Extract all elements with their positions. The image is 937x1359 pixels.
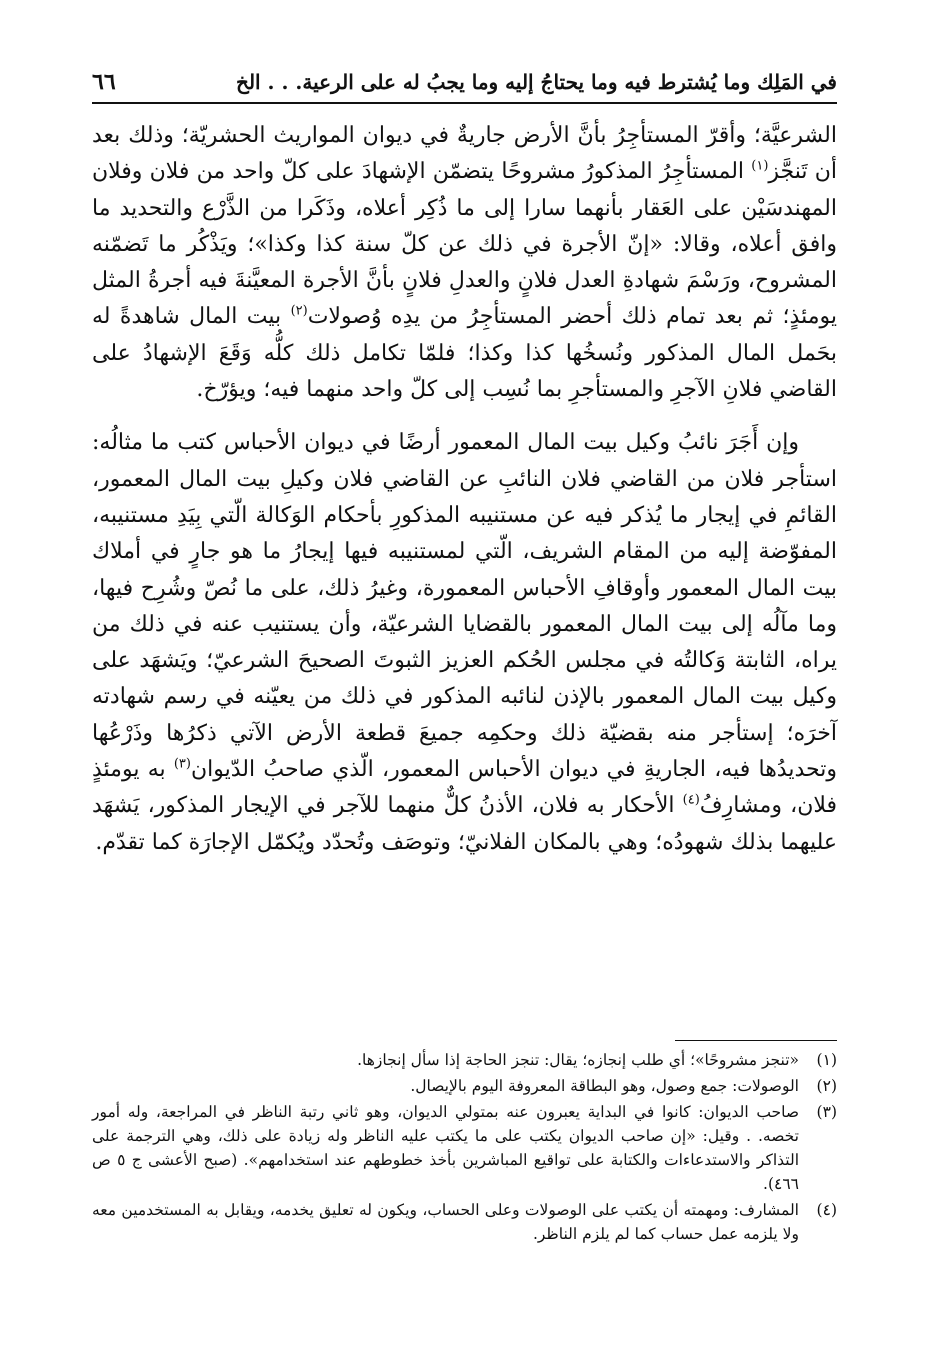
footnote-text: صاحب الديوان: كانوا في البداية يعبرون عنه بمتولي الديوان، وهو ثاني رتبة الناظر في المراجعة، وله أمور تخصه. . وقيل: «إن صاحب الديوان يكتب على ما يكتب عليه الناظر وله زيادة على ذلك، وهي الترجمة على التذاكر والاستدعاءات والكتابة على تواقيع المباشرين بأخذ خطوطهم عند استخدامهم». (صبح الأعشى ج ٥ ص ٤٦٦). (92, 1103, 800, 1193)
footnote-number: (١) (816, 1051, 837, 1069)
footnote-1 (92, 1048, 837, 1072)
footnote-2 (92, 1074, 837, 1098)
footnote-number: (٢) (816, 1077, 837, 1095)
paragraph-1-part-a: الشرعيَّة؛ وأقرّ المستأجِرُ بأنَّ الأرض جاريةٌ في ديوان المواريث الحشريّة؛ وذلك بعد أن تَنجَّز (92, 123, 837, 185)
footnote-text: المشارف: ومهمته أن يكتب على الوصولات وعلى الحساب، ويكون له تعليق يخدمه، ويقابل به المستخدمين معه ولا يلزمه عمل حساب كما لم يلزم الناظر. (92, 1201, 799, 1243)
footnote-4 (92, 1198, 837, 1246)
footnote-separator (675, 1040, 837, 1041)
footnote-ref-4: (٤) (682, 793, 700, 809)
footnote-number: (٣) (816, 1103, 837, 1121)
paragraph-2-part-a: وإن أَجَرَ نائبُ وكيل بيت المال المعمور أرضًا في ديوان الأحباس كتب ما مثالُه: استأجر فلان من القاضي فلان النائبِ عن القاضي فلان وكيلِ بيت المال المعمور، القائمِ في إيجار ما يُذكر فيه عن مستنيبه المذكورِ بأحكام الوَكالة الّتي بِيَدِ مستنيبه، المفوّضة إليه من المقام الشريف، الّتي لمستنيبه فيها إيجارُ ما هو جارٍ في أملاك بيت المال المعمور وأوقافِ الأحباس المعمورة، وغيرُ ذلك، على ما نُصّ وشُرِح فيها، وما مآلُه إلى بيت المال المعمور بالقضايا الشرعيّة، وأن يستنيب عنه في ذلك من يراه، الثابتة وَكالتُه في مجلس الحُكم العزيز الثبوتَ الصحيحَ الشرعيّ؛ ويَشهَد على وكيل بيت المال المعمور بالإذن لنائبه المذكور في ذلك من يعيّنه في رسم شهادته آخرَه؛ إستأجر منه بقضيّة ذلك وحكمِه جميعَ قطعة الأرض الآتي ذكرُها وذَرْعُها وتحديدُها فيه، الجاريةِ في ديوان الأحباس المعمور، الّذي صاحبُ الدّيوان (92, 430, 837, 783)
paragraph-1 (92, 118, 837, 408)
paragraph-1-part-c: بيت المال شاهدةً له بحَمل المال المذكور ونُسخُها كذا وكذا؛ فلمّا تكامل ذلك كلُّه وَقَعَ الإشهادُ على القاضي فلانِ الآجرِ والمستأجرِ بما نُسِب إلى كلّ واحد منهما فيه؛ ويؤرّخ. (92, 304, 837, 403)
footnote-3 (92, 1100, 837, 1196)
running-title: في المَلِك وما يُشترط فيه وما يحتاجُ إليه وما يجبُ له على الرعية. . . الخ (236, 70, 837, 94)
footnote-ref-2: (٢) (290, 304, 308, 320)
footnote-number: (٤) (816, 1201, 837, 1219)
footnote-ref-1: (١) (751, 158, 769, 174)
footnote-text: «تنجز مشروحًا»؛ أي طلب إنجازه؛ يقال: تنجز الحاجة إذا سأل إنجازها. (357, 1051, 799, 1069)
paragraph-2-part-b: به يومئذٍ فلان، ومشارِفُ (92, 757, 838, 819)
running-header (92, 62, 837, 104)
page-number: ٦٦ (92, 69, 116, 95)
paragraph-1-part-b: المستأجِرُ المذكورُ مشروحًا يتضمّن الإشهادَ على كلّ واحد من فلان وفلان المهندسَيْن على العَقار بأنهما سارا إلى ما ذُكِر أعلاه، وذَكَرا من الذَّرْع والتحديد ما وافق أعلاه، وقالا: «إنّ الأجرة في ذلك عن كلّ سنة كذا وكذا»؛ ويَذْكُر ما تَضمّنه المشروح، ورَسْمَ شهادةِ العدل فلانٍ والعدلِ فلانٍ بأنَّ الأجرة المعيَّنةَ فيه أجرةُ المثل يومئذٍ؛ ثم بعد تمام ذلك أحضر المستأجِرُ من يدِه وُصولات (92, 159, 837, 330)
footnote-text: الوصولات: جمع وصول، وهو البطاقة المعروفة اليوم بالإيصال. (410, 1077, 799, 1095)
footnote-ref-3: (٣) (173, 756, 191, 772)
main-text (92, 118, 837, 861)
footnotes (92, 1048, 837, 1248)
paragraph-2-part-c: الأحكار به فلان، الأذنُ كلٌّ منهما للآجر في الإيجار المذكور، يَشهَد عليهما بذلك شهودُه؛ وهي بالمكان الفلانيّ؛ وتوصَف وتُحدّد ويُكمّل الإجارَة كما تقدّم. (92, 793, 837, 855)
paragraph-2 (92, 425, 837, 861)
